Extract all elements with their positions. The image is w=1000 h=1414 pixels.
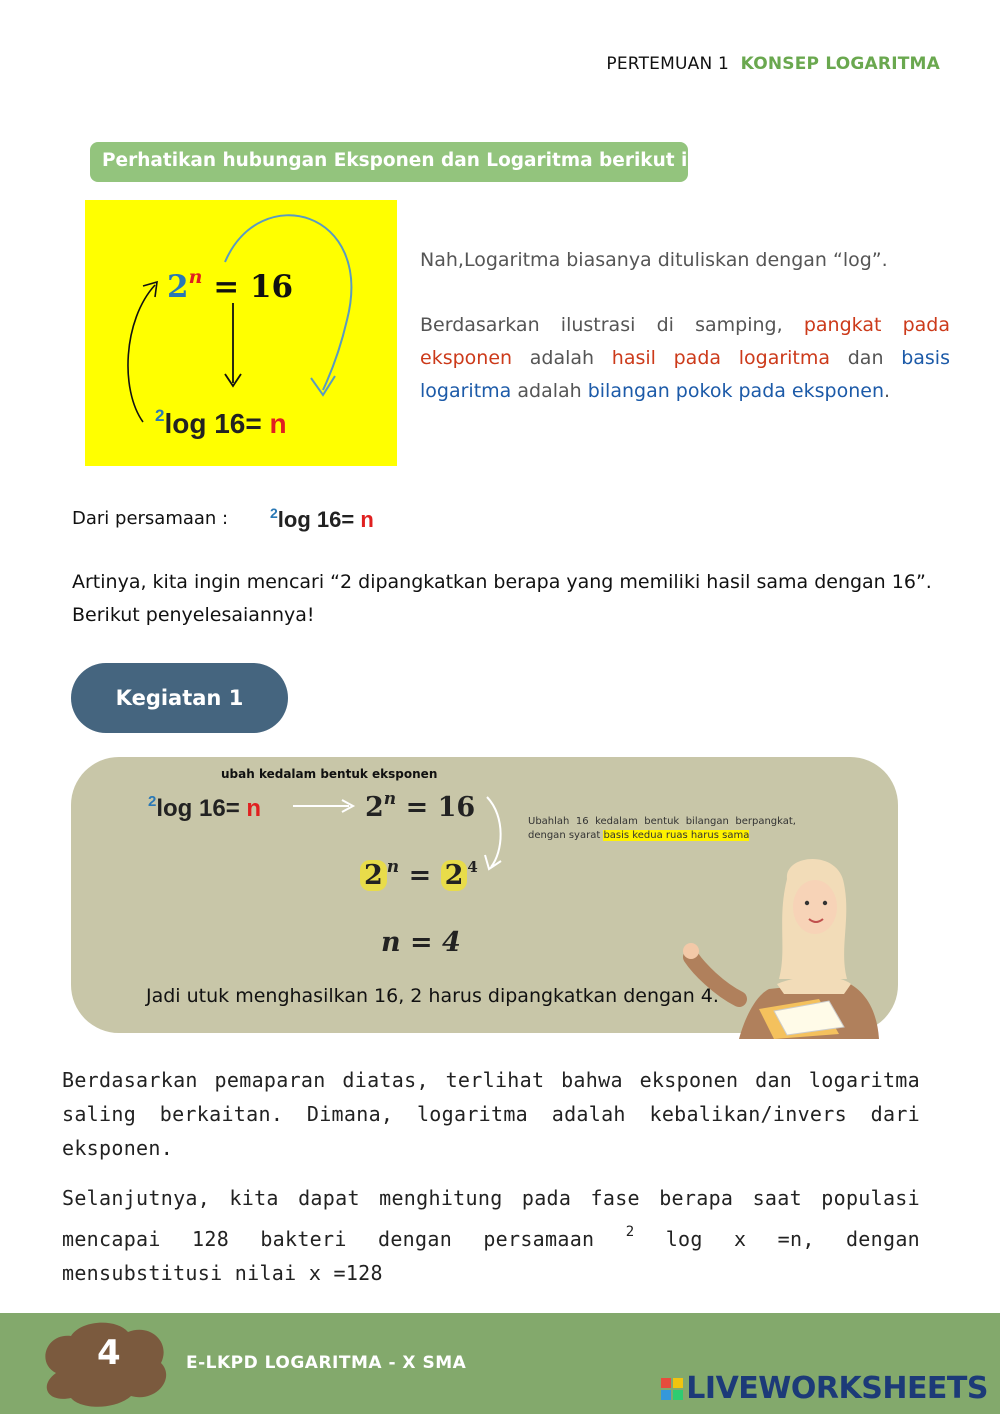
intro-p2i: . [883, 380, 891, 402]
intro-p2d: hasil pada logaritma [611, 347, 831, 369]
activity-conclusion: Jadi utuk menghasilkan 16, 2 harus dipangkatkan dengan 4. [146, 985, 719, 1007]
illus-base: 2 [167, 269, 189, 305]
teacher-illustration [679, 849, 879, 1039]
activity-badge: Kegiatan 1 [71, 663, 288, 733]
eq2-left-highlight [360, 860, 387, 891]
activity-eq3: n = 4 [381, 927, 461, 958]
eq2-mid: = [408, 860, 432, 891]
eq2-lexp: n [386, 857, 400, 877]
page-header [606, 54, 940, 74]
eq1-rhs: = 16 [405, 792, 476, 823]
paragraph-relation: Berdasarkan pemaparan diatas, terlihat bahwa eksponen dan logaritma saling berkaitan. Dimana, logaritma adalah kebalikan/invers dari eksponen. [62, 1068, 920, 1160]
eq2-rexp: 4 [467, 858, 478, 876]
act-log-result: n [246, 795, 262, 822]
eq2-lbase: 2 [364, 860, 383, 891]
intro-text [420, 244, 950, 408]
meeting-label: PERTEMUAN 1 [606, 54, 729, 74]
dari-base: 2 [270, 505, 278, 521]
act-log-text: log 16= [156, 795, 240, 822]
instruction-banner: Perhatikan hubungan Eksponen dan Logaritma berikut ini! [90, 142, 688, 182]
illus-log-text: log 16= [164, 408, 262, 439]
paragraph-next-step [62, 1181, 920, 1290]
note-highlight: basis kedua ruas harus sama [603, 830, 750, 841]
eq2-rbase: 2 [444, 860, 464, 891]
intro-paragraph [420, 309, 950, 408]
equation-label: Dari persamaan : [72, 508, 229, 529]
illus-log-base: 2 [155, 406, 165, 425]
para2-a: Selanjutnya, kita dapat menghitung pada fase berapa saat populasi mencapai 128 bakteri dengan persamaan [62, 1186, 920, 1251]
note-text: Ubahlah 16 kedalam bentuk bilangan berpangkat, dengan syarat [528, 816, 796, 841]
page-footer [0, 1313, 1000, 1414]
activity-log-equation [148, 793, 261, 823]
liveworksheets-logo-icon [661, 1378, 683, 1400]
explanation [72, 566, 952, 632]
explanation-line2: Berikut penyelesaiannya! [72, 604, 315, 626]
eq1-base: 2 [365, 792, 384, 823]
eq1-exp: n [383, 789, 397, 809]
illus-rhs: = 16 [213, 269, 294, 305]
intro-p2g: adalah [517, 380, 582, 402]
topic-label: KONSEP LOGARITMA [740, 54, 940, 74]
log-equation [155, 406, 287, 440]
intro-p2f: basis logaritma [420, 347, 950, 402]
dari-result: n [360, 507, 374, 532]
illus-log-result: n [269, 408, 287, 439]
liveworksheets-brand[interactable] [661, 1371, 988, 1406]
act-log-base: 2 [148, 793, 157, 810]
explanation-line1: Artinya, kita ingin mencari “2 dipangkatkan berapa yang memiliki hasil sama dengan 16”. [72, 571, 932, 593]
eq2-right-highlight [441, 860, 468, 891]
intro-line1: Nah,Logaritma biasanya dituliskan dengan “log”. [420, 249, 888, 271]
footer-title: E-LKPD LOGARITMA - X SMA [186, 1353, 467, 1373]
intro-p2h: bilangan pokok pada eksponen [587, 380, 884, 402]
page-number: 4 [97, 1333, 121, 1373]
para2-sup: 2 [625, 1224, 635, 1240]
dari-text: log 16= [277, 507, 355, 532]
brand-text: LIVEWORKSHEETS [686, 1371, 988, 1406]
activity-eq2 [360, 857, 478, 891]
illus-exp: n [188, 266, 203, 288]
dari-equation [270, 505, 374, 533]
intro-p2c: adalah [529, 347, 595, 369]
activity-box [71, 757, 898, 1033]
intro-p2b: pangkat pada eksponen [420, 314, 951, 369]
intro-p2a: Berdasarkan ilustrasi di samping, [420, 314, 783, 336]
para2-b: log x =n, dengan mensubstitusi nilai x =128 [62, 1227, 921, 1285]
exponent-equation [167, 266, 293, 305]
convert-label: ubah kedalam bentuk eksponen [221, 767, 438, 781]
exponent-log-illustration [85, 200, 397, 466]
intro-p2e: dan [847, 347, 884, 369]
activity-eq1 [365, 789, 475, 823]
activity-note [528, 815, 796, 843]
